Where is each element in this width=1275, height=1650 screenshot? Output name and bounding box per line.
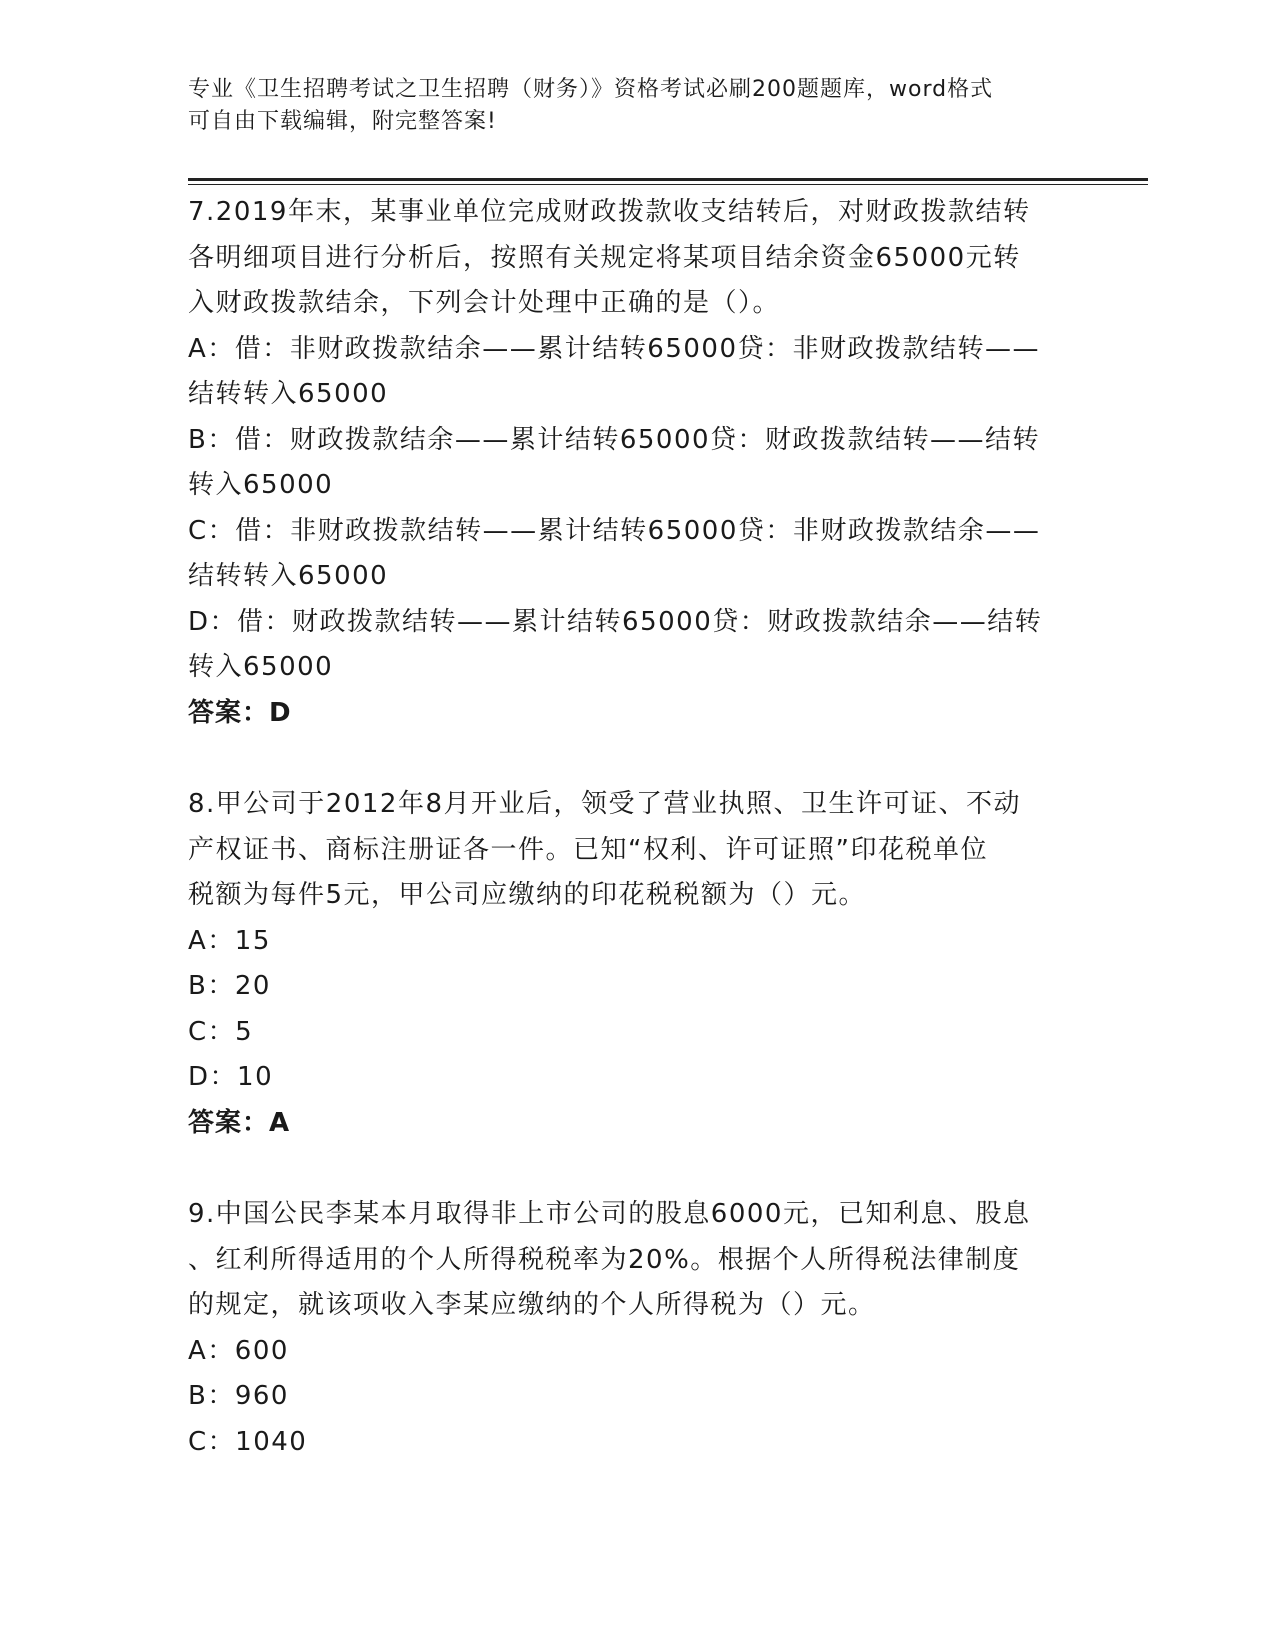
question-stem-line: 7.2019年末，某事业单位完成财政拨款收支结转后，对财政拨款结转	[188, 197, 1031, 227]
option-line: 转入65000	[188, 652, 334, 682]
option-line: A：借：非财政拨款结余——累计结转65000贷：非财政拨款结转——	[188, 333, 1040, 364]
question-stem-line: 9.中国公民李某本月取得非上市公司的股息6000元，已知利息、股息	[188, 1199, 1031, 1229]
option-a: A：600	[188, 1335, 289, 1366]
answer-line: 答案：A	[188, 1107, 291, 1138]
question-7	[188, 190, 1088, 736]
option-line: 转入65000	[188, 470, 334, 500]
option-line: B：借：财政拨款结余——累计结转65000贷：财政拨款结转——结转	[188, 424, 1041, 455]
option-a: A：15	[188, 925, 271, 956]
option-line: 结转转入65000	[188, 379, 389, 409]
question-stem-line: 各明细项目进行分析后，按照有关规定将某项目结余资金65000元转	[188, 242, 1021, 273]
option-c: C：5	[188, 1016, 254, 1047]
header-divider-thin	[188, 184, 1148, 185]
question-stem-line: 产权证书、商标注册证各一件。已知“权利、许可证照”印花税单位	[188, 834, 988, 865]
question-8	[188, 782, 1088, 1146]
question-spacer	[188, 736, 1088, 782]
option-d: D：10	[188, 1062, 274, 1092]
option-b: B：960	[188, 1381, 289, 1411]
option-c: C：1040	[188, 1426, 308, 1457]
header-line-1: 专业《卫生招聘考试之卫生招聘（财务）》资格考试必刷200题题库，word格式	[188, 77, 994, 102]
question-stem-line: 的规定，就该项收入李某应缴纳的个人所得税为（）元。	[188, 1290, 876, 1320]
option-b	[188, 418, 1088, 509]
option-line: C：借：非财政拨款结转——累计结转65000贷：非财政拨款结余——	[188, 515, 1041, 546]
answer-line: 答案：D	[188, 697, 292, 728]
question-stem-line: 、红利所得适用的个人所得税税率为20%。根据个人所得税法律制度	[188, 1244, 1021, 1275]
option-line: 结转转入65000	[188, 561, 389, 591]
option-b: B：20	[188, 971, 271, 1001]
question-stem-line: 8.甲公司于2012年8月开业后，领受了营业执照、卫生许可证、不动	[188, 789, 1022, 819]
option-c	[188, 509, 1088, 600]
question-stem-line: 税额为每件5元，甲公司应缴纳的印花税税额为（）元。	[188, 880, 867, 910]
question-stem-line: 入财政拨款结余，下列会计处理中正确的是（）。	[188, 288, 781, 318]
option-line: D：借：财政拨款结转——累计结转65000贷：财政拨款结余——结转	[188, 606, 1043, 637]
document-header	[188, 74, 1068, 138]
option-a	[188, 327, 1088, 418]
option-d	[188, 600, 1088, 691]
header-divider-thick	[188, 178, 1148, 181]
header-line-2: 可自由下载编辑，附完整答案!	[188, 109, 497, 134]
question-spacer	[188, 1146, 1088, 1192]
question-list	[188, 190, 1088, 1465]
question-9	[188, 1192, 1088, 1465]
